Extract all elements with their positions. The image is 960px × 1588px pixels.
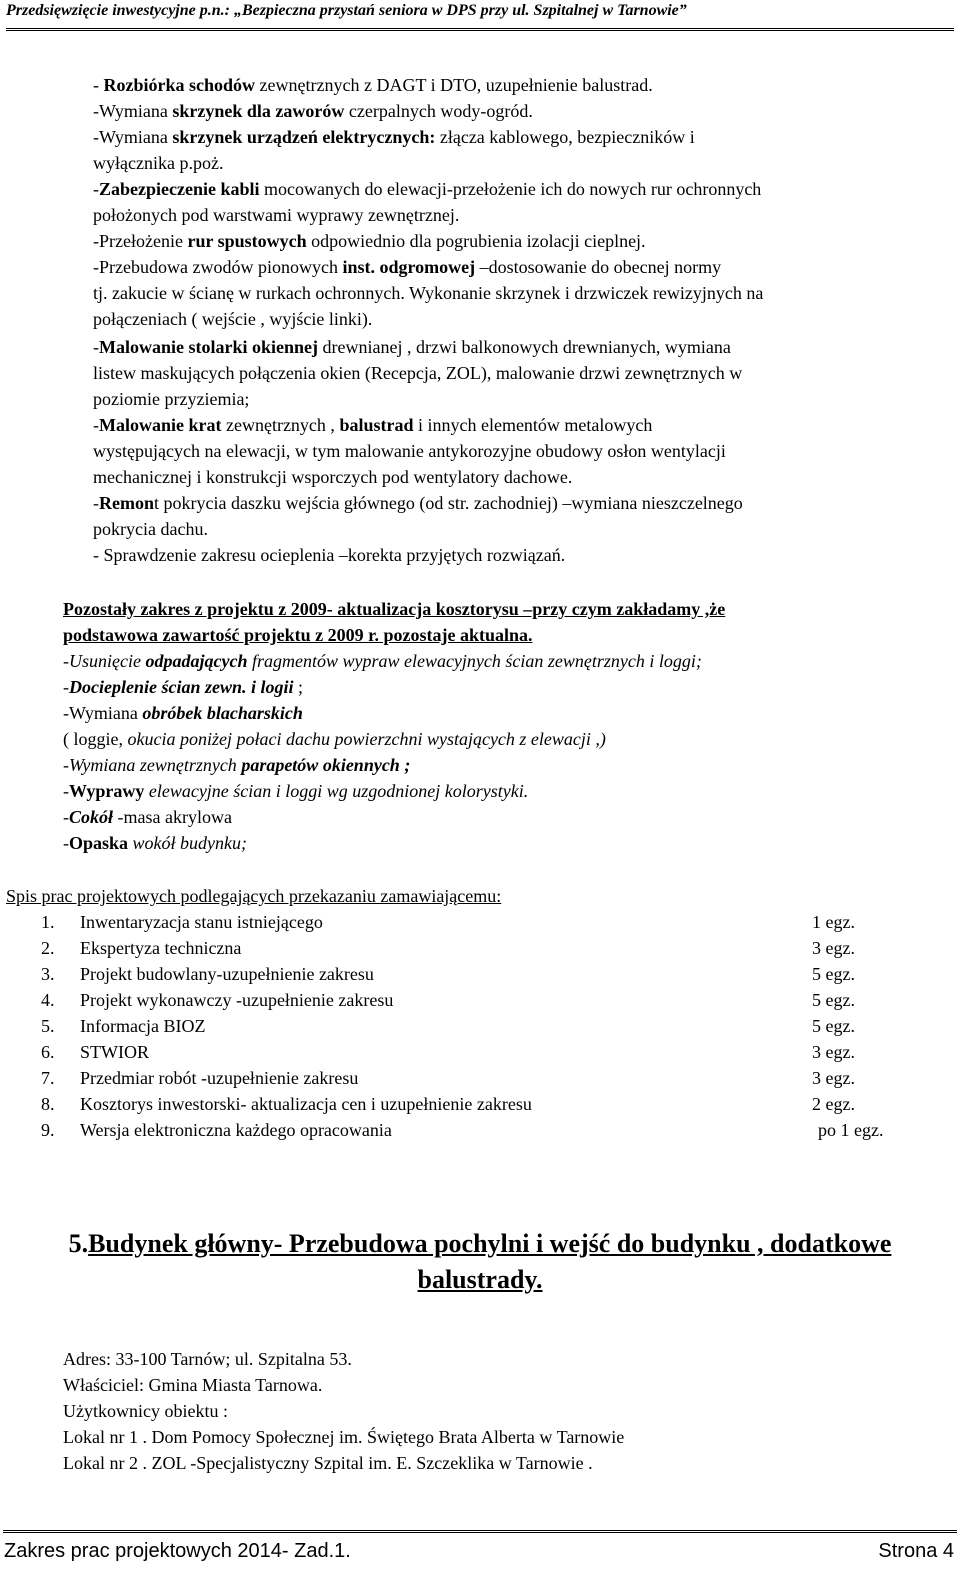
section-5-heading-cont: balustrady. [417,1265,543,1294]
address-line: Adres: 33-100 Tarnów; ul. Szpitalna 53. [63,1349,352,1369]
work-item: występujących na elewacji, w tym malowanie antykorozyjne obudowy osłon wentylacji [93,441,726,461]
users-label: Użytkownicy obiektu : [63,1401,228,1421]
owner-line: Właściciel: Gmina Miasta Tarnowa. [63,1375,323,1395]
work-item: -Malowanie stolarki okiennej drewnianej , drzwi balkonowych drewnianych, wymiana [93,337,731,357]
deliverable-row: 3. Projekt budowlany-uzupełnienie zakresu 5 egz. [41,964,855,984]
deliverable-row: 1. Inwentaryzacja stanu istniejącego 1 egz. [41,912,855,932]
scope-item: -Wymiana zewnętrznych parapetów okiennych ; [63,755,411,775]
work-item: połączeniach ( wejście , wyjście linki). [93,309,373,329]
work-item: - Rozbiórka schodów zewnętrznych z DAGT i DTO, uzupełnienie balustrad. [93,75,653,95]
work-item: pokrycia dachu. [93,519,208,539]
scope-item: -Docieplenie ścian zewn. i logii ; [63,677,304,697]
scope-item: -Usunięcie odpadających fragmentów wypraw elewacyjnych ścian zewnętrznych i loggi; [63,651,702,671]
deliverable-row: 2. Ekspertyza techniczna 3 egz. [41,938,855,958]
deliverable-row: 8. Kosztorys inwestorski- aktualizacja cen i uzupełnienie zakresu 2 egz. [41,1094,855,1114]
work-item: -Malowanie krat zewnętrznych , balustrad i innych elementów metalowych [93,415,653,435]
work-item: -Remont pokrycia daszku wejścia głównego (od str. zachodniej) –wymiana nieszczelnego [93,493,743,513]
unit-line: Lokal nr 1 . Dom Pomocy Społecznej im. Świętego Brata Alberta w Tarnowie [63,1427,625,1447]
scope-item: -Opaska wokół budynku; [63,833,247,853]
section-heading: podstawowa zawartość projektu z 2009 r. pozostaje aktualna. [63,625,533,645]
scope-item: -Wyprawy elewacyjne ścian i loggi wg uzgodnionej kolorystyki. [63,781,529,801]
work-item: położonych pod warstwami wyprawy zewnętrznej. [93,205,460,225]
page-number: Strona 4 [878,1540,954,1562]
work-item: -Przebudowa zwodów pionowych inst. odgromowej –dostosowanie do obecnej normy [93,257,722,277]
page-header-title: Przedsięwzięcie inwestycyjne p.n.: „Bezpieczna przystań seniora w DPS przy ul. Szpitalnej w Tarnowie” [6,2,687,19]
work-item: -Wymiana skrzynek dla zaworów czerpalnych wody-ogród. [93,101,533,121]
deliverables-title: Spis prac projektowych podlegających przekazaniu zamawiającemu: [6,886,502,906]
scope-item: -Wymiana obróbek blacharskich [63,703,303,723]
section-heading: Pozostały zakres z projektu z 2009- aktualizacja kosztorysu –przy czym zakładamy ,że [63,599,726,619]
work-item: -Przełożenie rur spustowych odpowiednio dla pogrubienia izolacji cieplnej. [93,231,646,251]
work-item: mechanicznej i konstrukcji wsporczych pod wentylatory dachowe. [93,467,573,487]
deliverable-row: 9. Wersja elektroniczna każdego opracowania po 1 egz. [41,1120,884,1140]
scope-item: ( loggie, okucia poniżej połaci dachu powierzchni wystających z elewacji ,) [63,729,606,749]
deliverable-row: 6. STWIOR 3 egz. [41,1042,855,1062]
section-5-heading: 5.Budynek główny- Przebudowa pochylni i wejść do budynku , dodatkowe [68,1229,892,1258]
work-item: listew maskujących połączenia okien (Recepcja, ZOL), malowanie drzwi zewnętrznych w [93,363,743,383]
deliverable-row: 7. Przedmiar robót -uzupełnienie zakresu 3 egz. [41,1068,855,1088]
work-item: poziomie przyziemia; [93,389,250,409]
work-item: -Wymiana skrzynek urządzeń elektrycznych: złącza kablowego, bezpieczników i [93,127,695,147]
work-item: -Zabezpieczenie kabli mocowanych do elewacji-przełożenie ich do nowych rur ochronnych [93,179,762,199]
header-rule [6,28,954,31]
deliverable-row: 4. Projekt wykonawczy -uzupełnienie zakresu 5 egz. [41,990,855,1010]
deliverable-row: 5. Informacja BIOZ 5 egz. [41,1016,855,1036]
work-item: - Sprawdzenie zakresu ocieplenia –korekta przyjętych rozwiązań. [93,545,566,565]
work-item: tj. zakucie w ścianę w rurkach ochronnych. Wykonanie skrzynek i drzwiczek rewizyjnych na [93,283,764,303]
work-item: wyłącznika p.poż. [93,153,224,173]
unit-line: Lokal nr 2 . ZOL -Specjalistyczny Szpital im. E. Szczeklika w Tarnowie . [63,1453,593,1473]
footer-title: Zakres prac projektowych 2014- Zad.1. [4,1540,351,1562]
scope-item: -Cokół -masa akrylowa [63,807,232,827]
footer-rule [3,1530,957,1533]
